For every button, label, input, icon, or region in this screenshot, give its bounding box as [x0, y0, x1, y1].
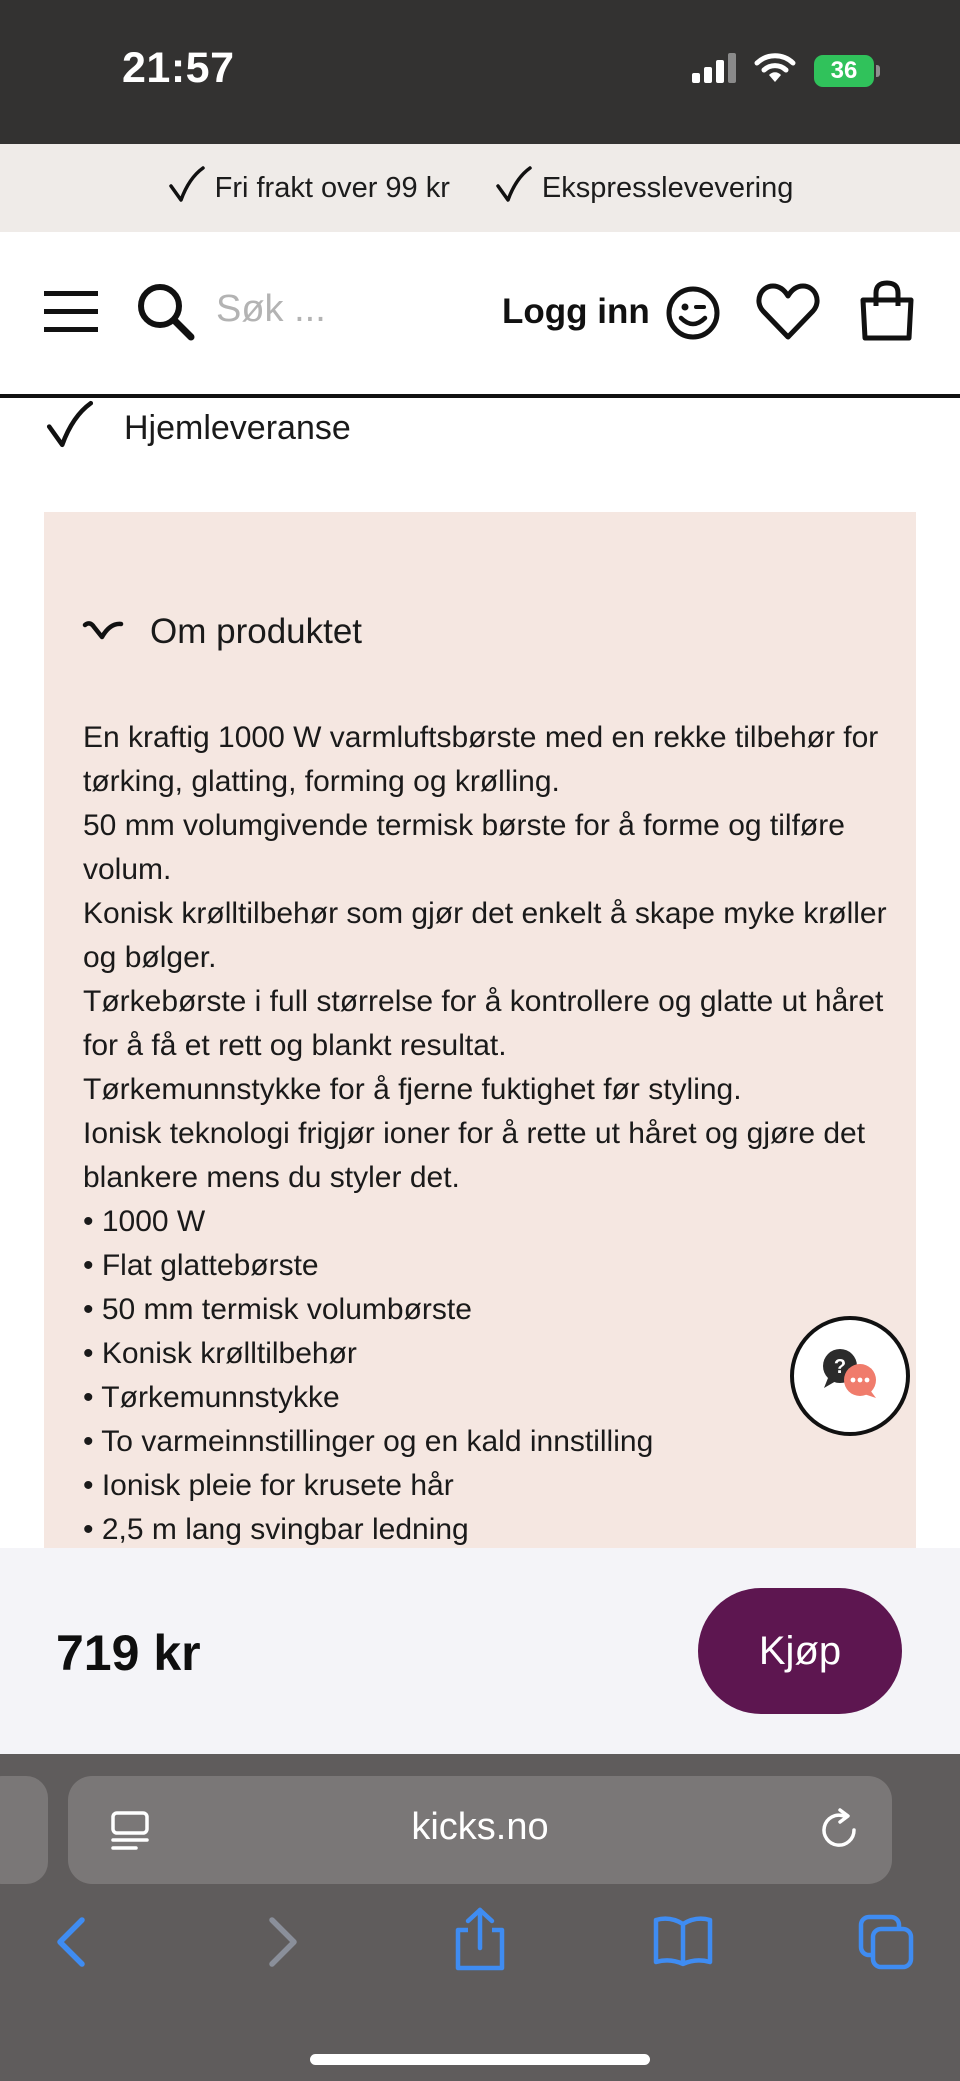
menu-button[interactable] [40, 288, 102, 338]
promo-item-free-shipping [167, 164, 450, 212]
promo-item-express [494, 164, 793, 212]
feature-item: • To varmeinnstillinger og en kald innstilling [83, 1420, 893, 1464]
feature-item: • Flat glattebørste [83, 1244, 893, 1288]
login-link[interactable]: Logg inn [502, 292, 650, 331]
checkmark-icon [167, 164, 207, 212]
svg-text:?: ? [833, 1355, 847, 1378]
previous-tab-peek[interactable] [0, 1776, 48, 1884]
site-header [0, 232, 960, 398]
product-description [83, 716, 893, 1552]
battery-level: 36 [814, 55, 874, 87]
menu-icon [44, 289, 98, 338]
buy-bar [0, 1548, 960, 1754]
search-button[interactable] [134, 282, 198, 346]
url-text: kicks.no [411, 1806, 549, 1848]
feature-list [83, 1200, 893, 1552]
description-paragraph: En kraftig 1000 W varmluftsbørste med en rekke tilbehør for tørking, glatting, forming og krølling. [83, 721, 879, 798]
feature-item: • Tørkemunnstykke [83, 1376, 893, 1420]
wifi-icon [754, 52, 796, 89]
smiley-icon [665, 285, 721, 346]
product-price: 719 kr [56, 1625, 201, 1681]
home-indicator[interactable] [310, 2054, 650, 2065]
reload-icon[interactable] [820, 1808, 860, 1855]
heart-icon [756, 283, 820, 346]
wishlist-button[interactable] [756, 284, 820, 344]
cellular-signal-icon [692, 53, 736, 88]
accordion-title: Om produktet [150, 612, 363, 651]
address-bar[interactable] [68, 1776, 892, 1884]
feature-item: • 2,5 m lang svingbar ledning [83, 1508, 893, 1552]
promo-label: Ekspresslevevering [541, 171, 794, 204]
feature-item: • Konisk krølltilbehør [83, 1332, 893, 1376]
buy-button[interactable]: Kjøp [698, 1588, 902, 1714]
back-icon[interactable] [52, 1914, 92, 1975]
chat-support-button[interactable] [790, 1316, 910, 1436]
search-input[interactable]: Søk ... [216, 288, 326, 330]
status-time: 21:57 [122, 44, 235, 92]
browser-chrome [0, 1754, 960, 2081]
status-bar [0, 0, 960, 144]
delivery-label: Hjemleveranse [124, 408, 351, 447]
feature-item: • Ionisk pleie for krusete hår [83, 1464, 893, 1508]
description-paragraph: Ionisk teknologi frigjør ioner for å rette ut håret og gjøre det blankere mens du styler det. [83, 1117, 866, 1194]
description-paragraph: Tørkebørste i full størrelse for å kontrollere og glatte ut håret for å få et rett og blankt resultat. [83, 985, 884, 1062]
feature-item: • 1000 W [83, 1200, 893, 1244]
chat-bubbles-icon [818, 1346, 882, 1407]
tabs-icon[interactable] [858, 1914, 916, 1975]
battery-charging-icon [814, 55, 880, 87]
accordion-header[interactable] [82, 612, 362, 652]
delivery-option [44, 398, 924, 458]
bag-icon [859, 280, 915, 347]
cart-button[interactable] [858, 282, 916, 344]
share-icon[interactable] [452, 1906, 508, 1977]
description-paragraph: 50 mm volumgivende termisk børste for å forme og tilføre volum. [83, 809, 845, 886]
bookmarks-icon[interactable] [652, 1914, 714, 1973]
search-icon [136, 282, 196, 347]
checkmark-icon [44, 398, 96, 459]
promo-strip [0, 144, 960, 232]
forward-icon[interactable] [262, 1914, 302, 1975]
description-paragraph: Tørkemunnstykke for å fjerne fuktighet før styling. [83, 1073, 742, 1106]
chevron-down-icon [82, 612, 124, 652]
checkmark-icon [494, 164, 534, 212]
status-icons [692, 52, 880, 89]
feature-item: • 50 mm termisk volumbørste [83, 1288, 893, 1332]
description-paragraph: Konisk krølltilbehør som gjør det enkelt å skape myke krøller og bølger. [83, 897, 887, 974]
product-info-panel [44, 512, 916, 1552]
account-button[interactable] [664, 286, 722, 344]
promo-label: Fri frakt over 99 kr [214, 171, 450, 204]
